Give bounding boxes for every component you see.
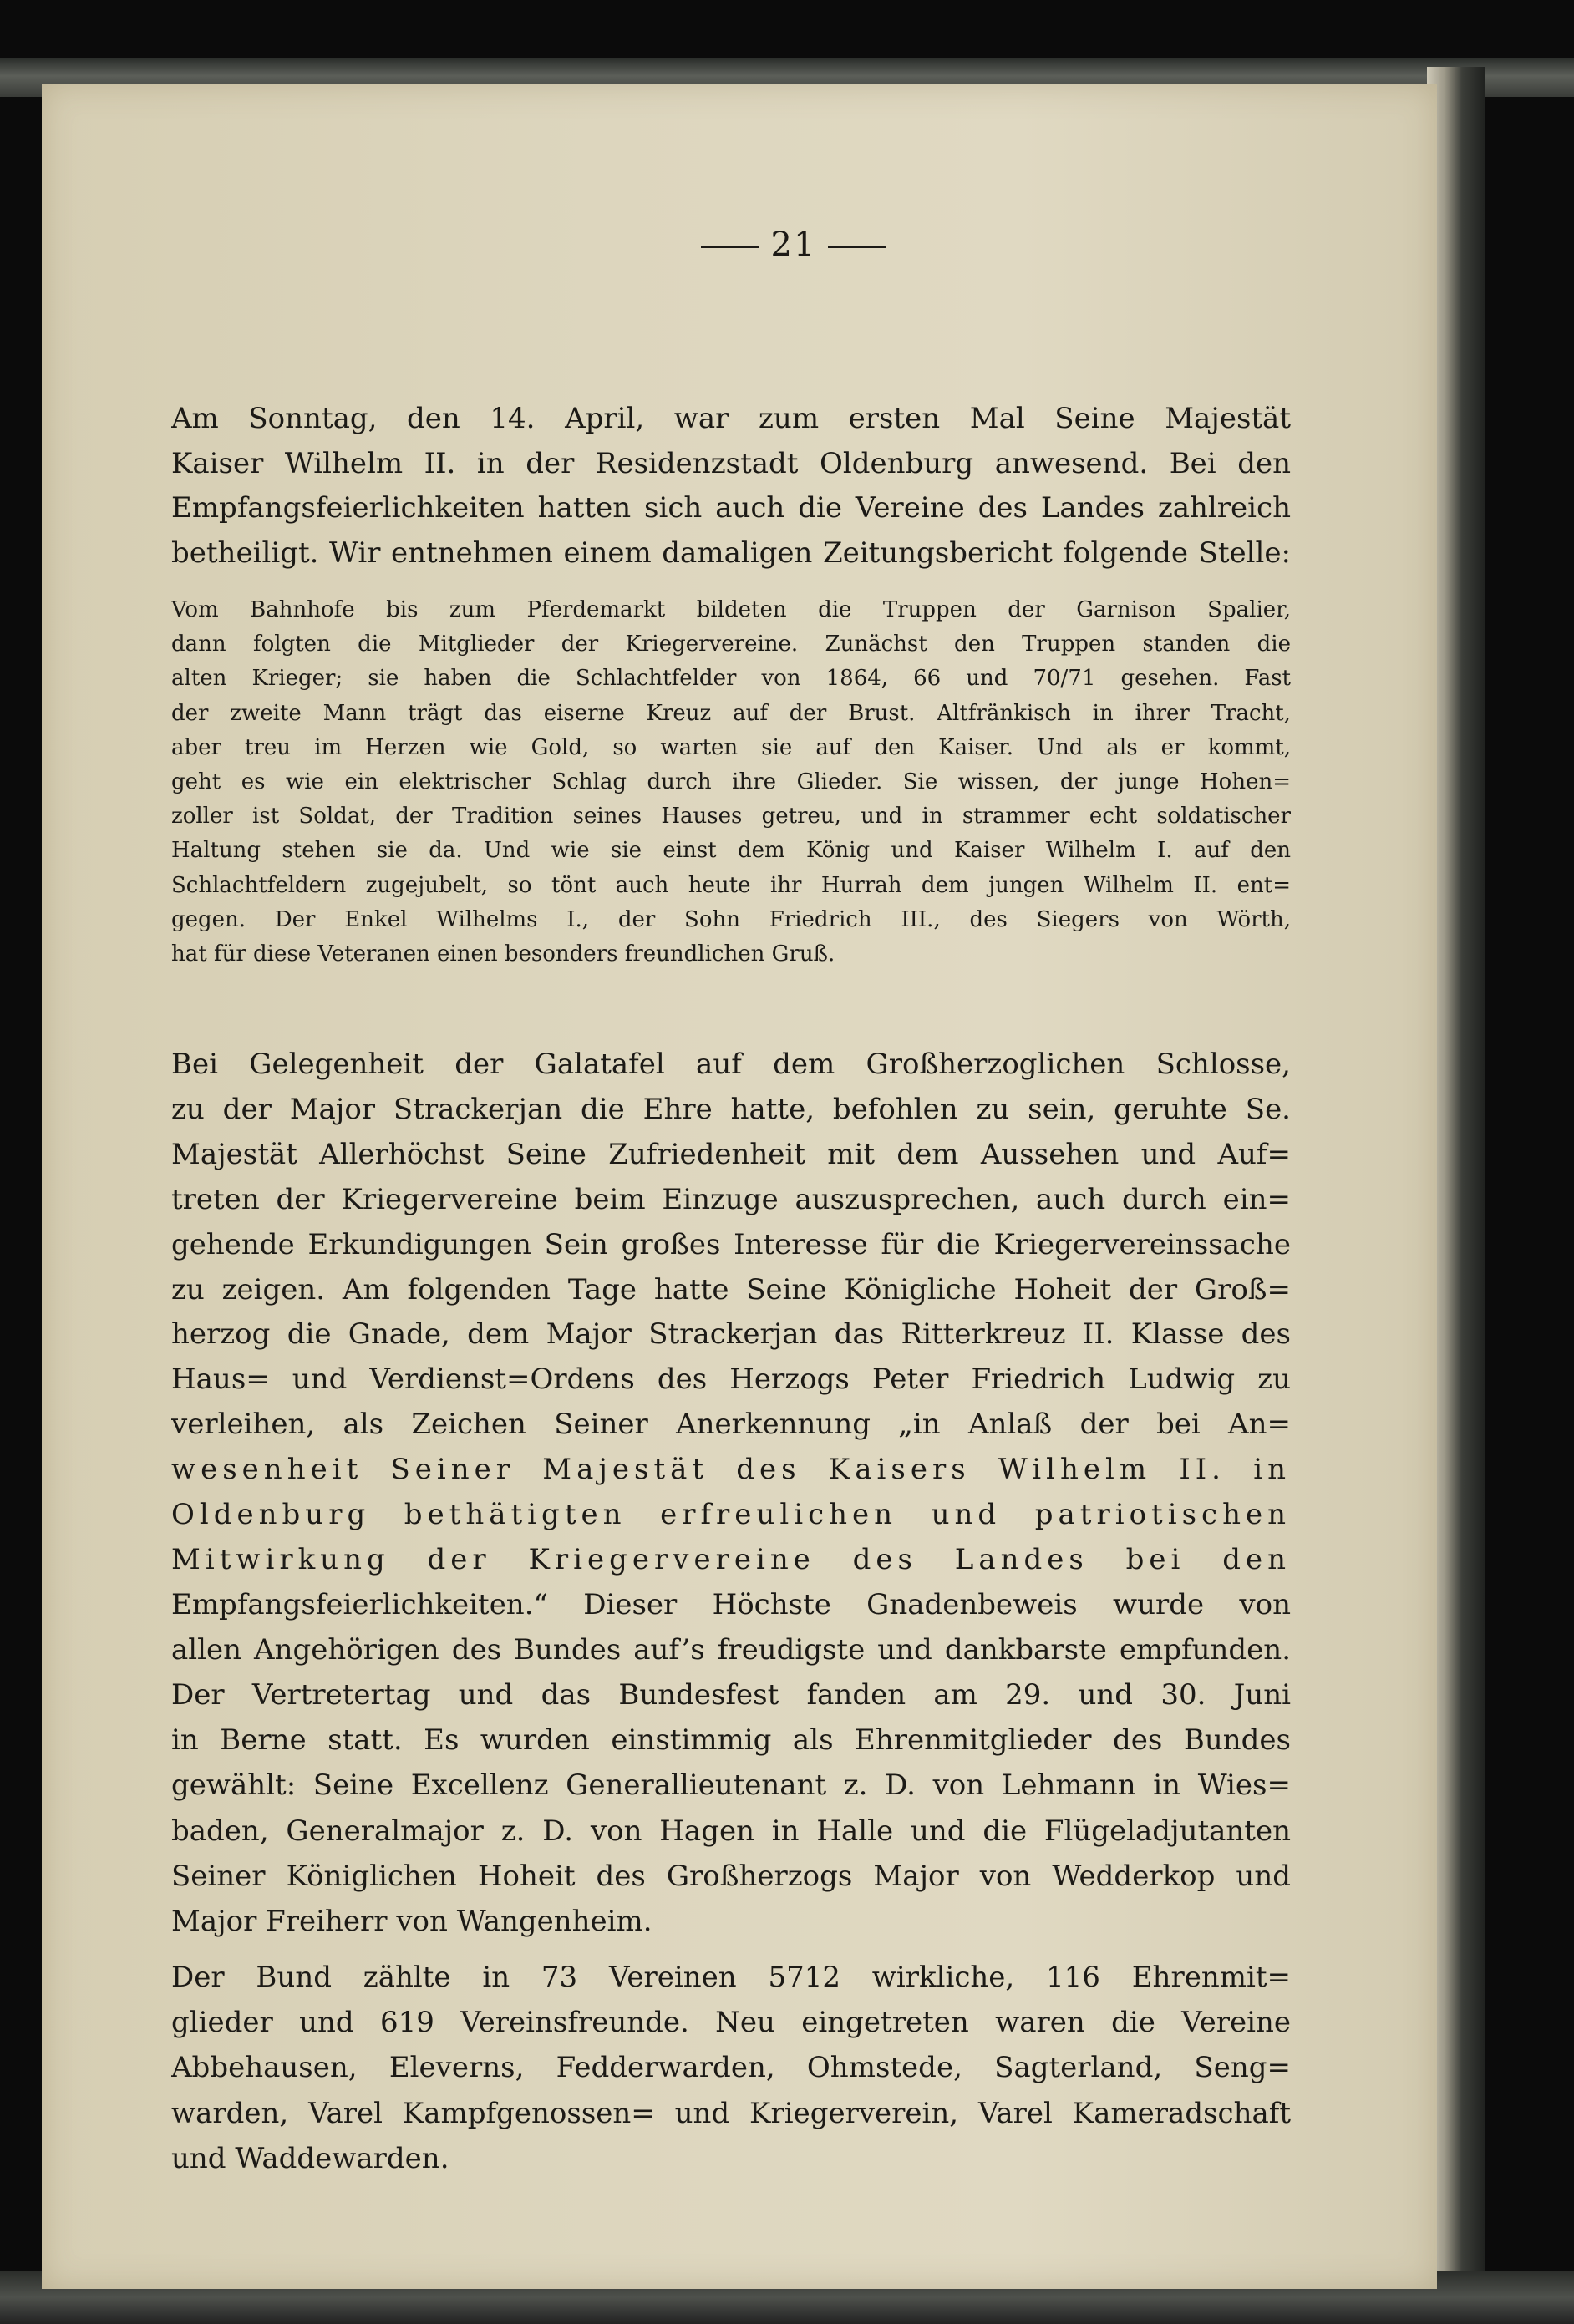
paragraph-3-line: Major Freiherr von Wangenheim.	[171, 1905, 652, 1939]
paragraph-3-line: Seiner Königlichen Hoheit des Großherzogs Major von Wedderkop und	[171, 1859, 1291, 1893]
paragraph-2-line: Mitwirkung der Kriegervereine des Landes bei den	[171, 1542, 1291, 1576]
paragraph-4-line: Der Bund zählte in 73 Vereinen 5712 wirkliche, 116 Ehrenmit=	[171, 1961, 1291, 1994]
paragraph-3-line: baden, Generalmajor z. D. von Hagen in Halle und die Flügeladjutanten	[171, 1814, 1291, 1848]
paragraph-1-line: Am Sonntag, den 14. April, war zum ersten Mal Seine Majestät	[171, 402, 1291, 435]
quote-line: dann folgten die Mitglieder der Kriegervereine. Zunächst den Truppen standen die	[171, 632, 1291, 657]
paragraph-2-line: Majestät Allerhöchst Seine Zufriedenheit mit dem Aussehen und Auf=	[171, 1137, 1291, 1171]
paragraph-4-line: und Waddewarden.	[171, 2141, 449, 2175]
paragraph-1-line: Empfangsfeierlichkeiten hatten sich auch die Vereine des Landes zahlreich	[171, 491, 1291, 525]
paragraph-1-line: Kaiser Wilhelm II. in der Residenzstadt Oldenburg anwesend. Bei den	[171, 446, 1291, 480]
quote-line: Haltung stehen sie da. Und wie sie einst dem König und Kaiser Wilhelm I. auf den	[171, 838, 1291, 864]
paragraph-3-line: gewählt: Seine Excellenz Generallieutenant z. D. von Lehmann in Wies=	[171, 1768, 1291, 1803]
quote-line: aber treu im Herzen wie Gold, so warten sie auf den Kaiser. Und als er kommt,	[171, 734, 1291, 760]
paragraph-2-line: gehende Erkundigungen Sein großes Interesse für die Kriegervereinssache	[171, 1227, 1291, 1261]
paragraph-2-line: treten der Kriegervereine beim Einzuge auszusprechen, auch durch ein=	[171, 1182, 1291, 1216]
paragraph-2-line: herzog die Gnade, dem Major Strackerjan das Ritterkreuz II. Klasse des	[171, 1317, 1291, 1352]
paragraph-2-line: Haus= und Verdienst=Ordens des Herzogs Peter Friedrich Ludwig zu	[171, 1362, 1291, 1397]
paragraph-2-line: verleihen, als Zeichen Seiner Anerkennung „in Anlaß der bei An=	[171, 1408, 1291, 1442]
page-number-dash-right	[828, 246, 886, 248]
page-number	[610, 226, 977, 264]
paragraph-4	[171, 1955, 1291, 2181]
paragraph-2-line: Bei Gelegenheit der Galatafel auf dem Großherzoglichen Schlosse,	[171, 1048, 1291, 1081]
paragraph-2-line: Oldenburg bethätigten erfreulichen und patriotischen	[171, 1498, 1291, 1532]
page-number-dash-left	[701, 246, 759, 248]
paragraph-2	[171, 1043, 1291, 1673]
quote-line: gegen. Der Enkel Wilhelms I., der Sohn Friedrich III., des Siegers von Wörth,	[171, 906, 1291, 932]
newspaper-quote	[171, 593, 1291, 972]
paper-page	[42, 84, 1437, 2289]
paragraph-4-line: warden, Varel Kampfgenossen= und Kriegerverein, Varel Kameradschaft	[171, 2096, 1291, 2130]
paragraph-3-line: in Berne statt. Es wurden einstimmig als Ehrenmitglieder des Bundes	[171, 1723, 1291, 1758]
paragraph-3-line: Der Vertretertag und das Bundesfest fanden am 29. und 30. Juni	[171, 1678, 1291, 1712]
paragraph-2-line: allen Angehörigen des Bundes auf’s freudigste und dankbarste empfunden.	[171, 1632, 1291, 1667]
paragraph-3	[171, 1672, 1291, 1944]
paragraph-4-line: Abbehausen, Eleverns, Fedderwarden, Ohmstede, Sagterland, Seng=	[171, 2051, 1291, 2085]
quote-line: Schlachtfeldern zugejubelt, so tönt auch heute ihr Hurrah dem jungen Wilhelm II. ent=	[171, 872, 1291, 898]
quote-line: hat für diese Veteranen einen besonders freundlichen Gruß.	[171, 941, 835, 967]
paragraph-2-line: zu zeigen. Am folgenden Tage hatte Seine Königliche Hoheit der Groß=	[171, 1272, 1291, 1307]
quote-line: zoller ist Soldat, der Tradition seines Hauses getreu, und in strammer echt soldatischer	[171, 804, 1291, 830]
paragraph-1	[171, 397, 1291, 576]
paragraph-2-line: zu der Major Strackerjan die Ehre hatte, befohlen zu sein, geruhte Se.	[171, 1092, 1291, 1126]
quote-line: geht es wie ein elektrischer Schlag durch ihre Glieder. Sie wissen, der junge Hohen=	[171, 769, 1291, 795]
quote-line: der zweite Mann trägt das eiserne Kreuz auf der Brust. Altfränkisch in ihrer Tracht,	[171, 700, 1291, 726]
quote-line: alten Krieger; sie haben die Schlachtfelder von 1864, 66 und 70/71 gesehen. Fast	[171, 666, 1291, 692]
paragraph-4-line: glieder und 619 Vereinsfreunde. Neu eingetreten waren die Vereine	[171, 2006, 1291, 2040]
quote-line: Vom Bahnhofe bis zum Pferdemarkt bildeten die Truppen der Garnison Spalier,	[171, 597, 1291, 622]
paragraph-2-line: Empfangsfeierlichkeiten.“ Dieser Höchste Gnadenbeweis wurde von	[171, 1587, 1291, 1621]
paragraph-2-line: wesenheit Seiner Majestät des Kaisers Wilhelm II. in	[171, 1453, 1291, 1487]
page-number-value: 21	[770, 226, 817, 264]
paragraph-1-line: betheiligt. Wir entnehmen einem damaligen Zeitungsbericht folgende Stelle:	[171, 535, 1291, 570]
